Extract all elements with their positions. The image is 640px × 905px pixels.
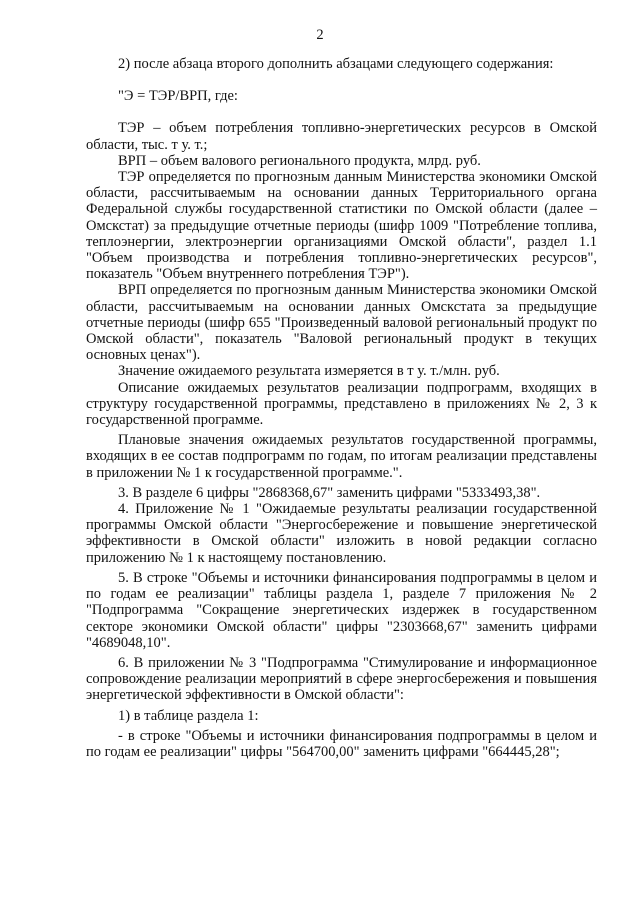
paragraph: ТЭР – объем потребления топливно-энергетических ресурсов в Омской области, тыс. т у. т.; bbox=[86, 120, 597, 153]
paragraph: 5. В строке "Объемы и источники финансирования подпрограммы в целом и по годам ее реализации" таблицы раздела 1, разделе 7 приложения № 2 "Подпрограмма "Сокращение энергетических издержек в государственном секторе экономики Омской области" цифры "2303668,67" заменить цифрами "4689048,10". bbox=[86, 569, 597, 651]
paragraph: 2) после абзаца второго дополнить абзацами следующего содержания: bbox=[118, 56, 554, 72]
paragraph: Плановые значения ожидаемых результатов государственной программы, входящих в ее состав подпрограмм по годам, по итогам реализации представлены в приложении № 1 к государственной программе.". bbox=[86, 432, 597, 481]
paragraph: 1) в таблице раздела 1: bbox=[118, 707, 259, 724]
paragraph: Описание ожидаемых результатов реализации подпрограмм, входящих в структуру государственной программы, представлено в приложениях № 2, 3 к государственной программе. bbox=[86, 379, 597, 429]
paragraph: 4. Приложение № 1 "Ожидаемые результаты реализации государственной программы Омской области "Энергосбережение и повышение энергетической эффективности в Омской области" изложить в новой редакции согласно приложению № 1 к настоящему постановлению. bbox=[86, 501, 597, 566]
paragraph: Значение ожидаемого результата измеряется в т у. т./млн. руб. bbox=[118, 363, 500, 380]
paragraph: ТЭР определяется по прогнозным данным Министерства экономики Омской области, рассчитываемым на основании данных Территориального органа Федеральной службы государственной статистики по Омской области (далее – Омскстат) за предыдущие отчетные периоды (шифр 1009 "Потребление топлива, теплоэнергии, электроэнергии организациями Омской области", раздел 1.1 "Объем производства и потребления топливно-энергетических ресурсов", показатель "Объем внутреннего потребления ТЭР"). bbox=[86, 169, 597, 283]
paragraph: ВРП – объем валового регионального продукта, млрд. руб. bbox=[118, 152, 481, 169]
formula-paragraph: "Э = ТЭР/ВРП, где: bbox=[118, 88, 238, 105]
paragraph: ВРП определяется по прогнозным данным Министерства экономики Омской области, рассчитываемым на основании данных Омскстата за предыдущие отчетные периоды (шифр 655 "Произведенный валовой региональный продукт по Омской области", показатель "Валовой региональный продукт в текущих основных ценах"). bbox=[86, 282, 597, 364]
paragraph: - в строке "Объемы и источники финансирования подпрограммы в целом и по годам ее реализации" цифры "564700,00" заменить цифрами "664445,28"; bbox=[86, 727, 597, 760]
paragraph: 3. В разделе 6 цифры "2868368,67" заменить цифрами "5333493,38". bbox=[118, 484, 541, 501]
page-number: 2 bbox=[316, 27, 324, 43]
document-body bbox=[86, 56, 597, 760]
paragraph: 6. В приложении № 3 "Подпрограмма "Стимулирование и информационное сопровождение реализации мероприятий в сфере энергосбережения и повышения энергетической эффективности в Омской области": bbox=[86, 654, 597, 704]
